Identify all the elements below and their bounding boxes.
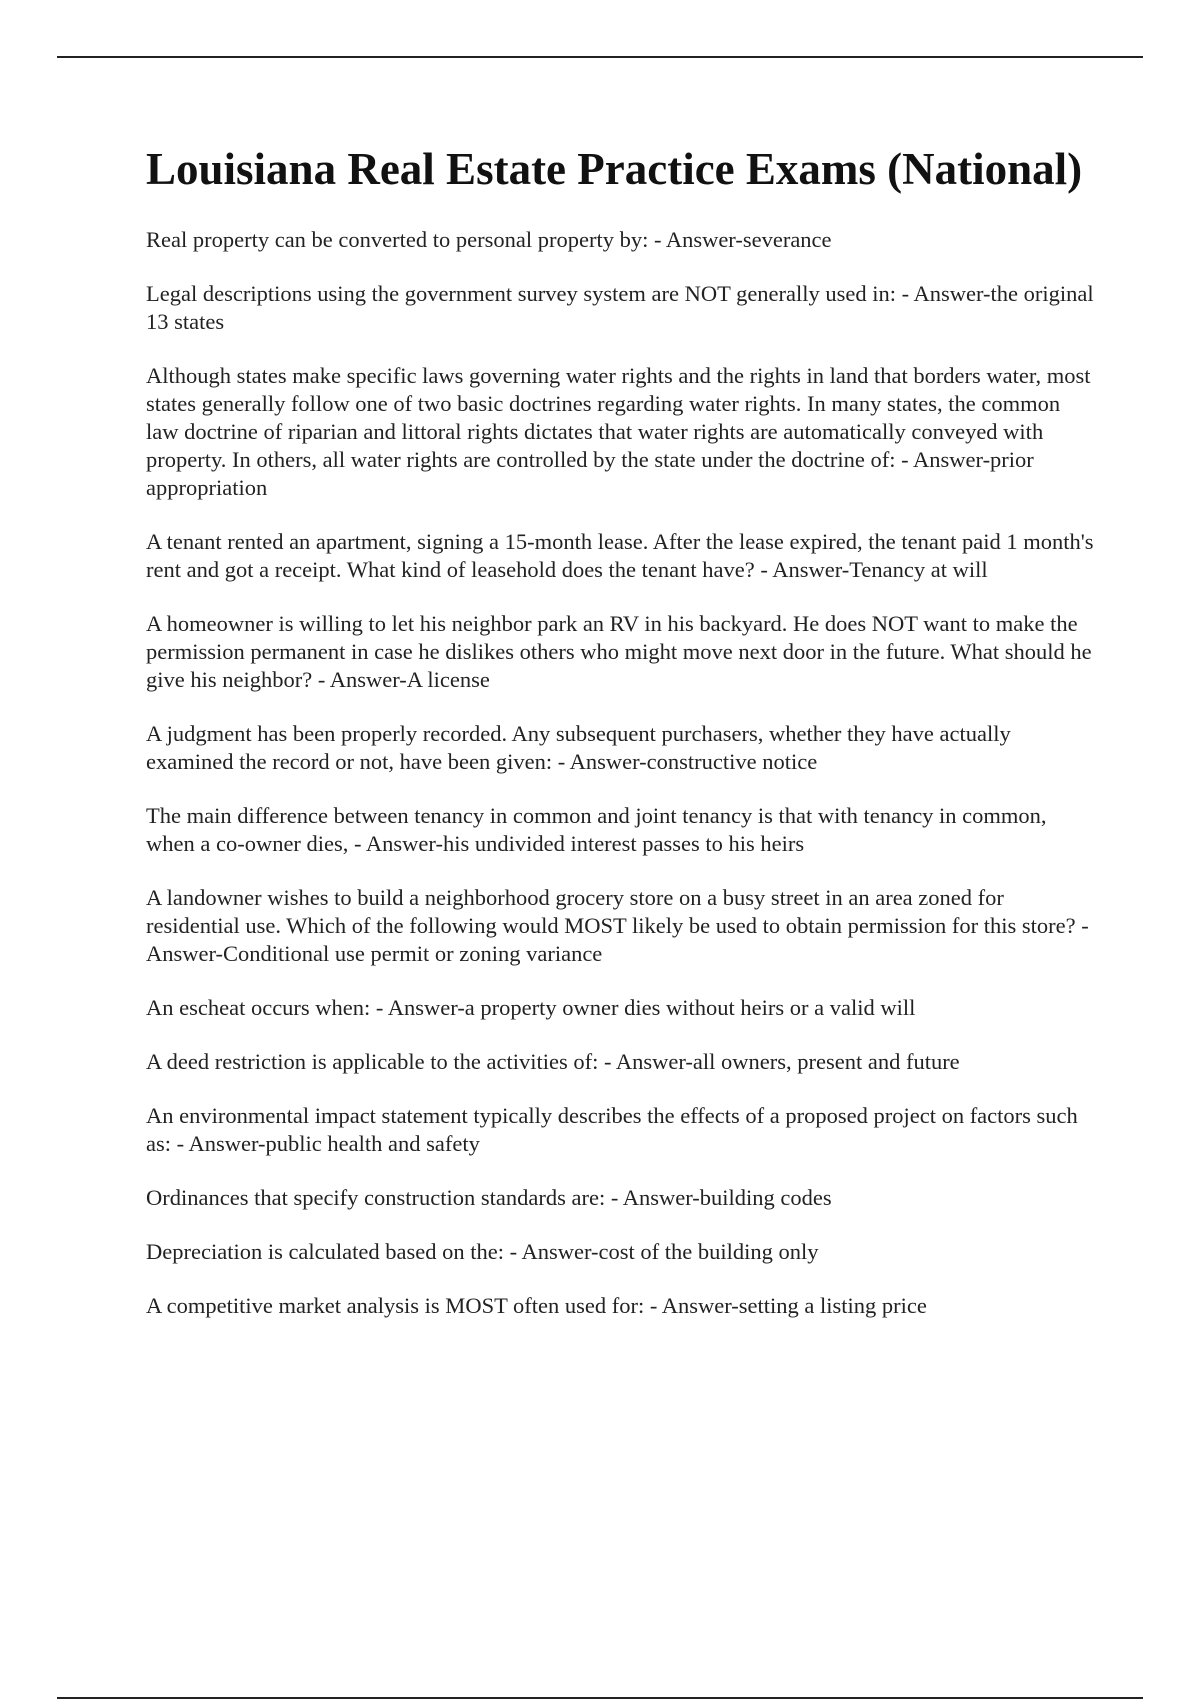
bottom-rule [57, 1697, 1143, 1699]
document-title: Louisiana Real Estate Practice Exams (National) [146, 144, 1083, 194]
qa-item: Real property can be converted to personal property by: - Answer-severance [146, 227, 832, 252]
qa-item: A competitive market analysis is MOST often used for: - Answer-setting a listing price [146, 1293, 927, 1318]
qa-item: A deed restriction is applicable to the activities of: - Answer-all owners, present and future [146, 1049, 960, 1074]
qa-item: A judgment has been properly recorded. Any subsequent purchasers, whether they have actually examined the record or not, have been given: - Answer-constructive notice [146, 721, 1011, 774]
qa-item: The main difference between tenancy in common and joint tenancy is that with tenancy in common, when a co-owner dies, - Answer-his undivided interest passes to his heirs [146, 803, 1047, 856]
qa-item: Ordinances that specify construction standards are: - Answer-building codes [146, 1185, 832, 1210]
qa-item: Legal descriptions using the government survey system are NOT generally used in: - Answer-the original 13 states [146, 281, 1094, 334]
qa-item: Although states make specific laws governing water rights and the rights in land that borders water, most states generally follow one of two basic doctrines regarding water rights. In many states, the common law doctrine of riparian and littoral rights dictates that water rights are automatically conveyed with property. In others, all water rights are controlled by the state under the doctrine of: - Answer-prior appropriation [146, 363, 1091, 500]
top-rule [57, 56, 1143, 58]
qa-item: An environmental impact statement typically describes the effects of a proposed project on factors such as: - Answer-public health and safety [146, 1103, 1078, 1156]
qa-item: A homeowner is willing to let his neighbor park an RV in his backyard. He does NOT want to make the permission permanent in case he dislikes others who might move next door in the future. What should he give his neighbor? - Answer-A license [146, 611, 1092, 692]
qa-item: Depreciation is calculated based on the: - Answer-cost of the building only [146, 1239, 819, 1264]
qa-item: A landowner wishes to build a neighborhood grocery store on a busy street in an area zoned for residential use. Which of the following would MOST likely be used to obtain permission for this store? - Answer-Conditional use permit or zoning variance [146, 885, 1089, 966]
qa-item: An escheat occurs when: - Answer-a property owner dies without heirs or a valid will [146, 995, 916, 1020]
document-body [146, 140, 1096, 1346]
qa-item: A tenant rented an apartment, signing a 15-month lease. After the lease expired, the tenant paid 1 month's rent and got a receipt. What kind of leasehold does the tenant have? - Answer-Tenancy at will [146, 529, 1094, 582]
